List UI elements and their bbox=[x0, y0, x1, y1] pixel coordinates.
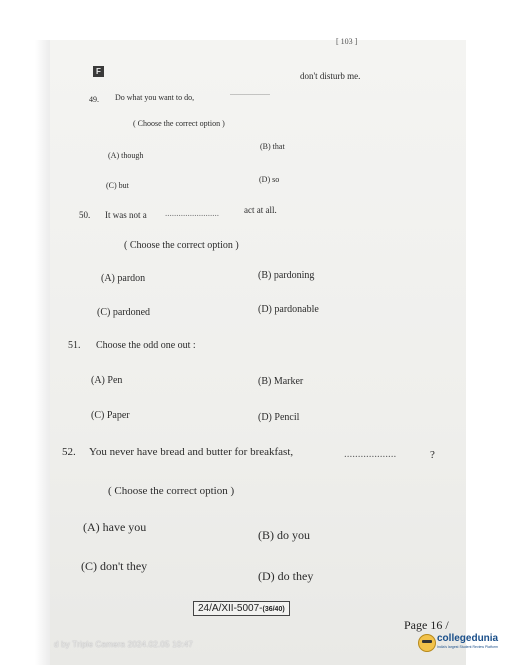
q49-number: 49. bbox=[89, 95, 99, 104]
page-shadow bbox=[0, 40, 50, 665]
q51-option-b: (B) Marker bbox=[258, 376, 304, 387]
q51-option-d: (D) Pencil bbox=[258, 412, 300, 423]
q52-number: 52. bbox=[62, 446, 76, 458]
q50-option-b: (B) pardoning bbox=[258, 270, 315, 281]
q51-stem: Choose the odd one out : bbox=[96, 340, 196, 351]
q49-stem: Do what you want to do, bbox=[115, 93, 195, 102]
brand-tagline: India's largest Student Review Platform bbox=[437, 645, 498, 649]
q50-stem: It was not a bbox=[105, 210, 147, 220]
page-number: Page 16 / bbox=[404, 618, 449, 632]
q52-option-b: (B) do you bbox=[258, 528, 310, 542]
q49-option-b: (B) that bbox=[260, 142, 285, 151]
camera-watermark: d by Triple Camera 2024.02.05 10:47 bbox=[54, 640, 194, 649]
q50-instruction: ( Choose the correct option ) bbox=[124, 240, 239, 251]
q49-blank: .................... bbox=[230, 88, 270, 97]
q52-option-c: (C) don't they bbox=[81, 559, 148, 573]
q50-option-d: (D) pardonable bbox=[258, 304, 319, 315]
q49-instruction: ( Choose the correct option ) bbox=[133, 119, 225, 128]
q50-option-a: (A) pardon bbox=[101, 273, 146, 284]
q52-blank: ................... bbox=[344, 448, 397, 460]
q50-tail: act at all. bbox=[244, 205, 277, 215]
paper-logo: F bbox=[93, 66, 104, 77]
q50-option-c: (C) pardoned bbox=[97, 307, 151, 318]
q52-option-d: (D) do they bbox=[258, 569, 314, 583]
q49-option-a: (A) though bbox=[108, 151, 144, 160]
q51-number: 51. bbox=[68, 340, 81, 351]
q52-option-a: (A) have you bbox=[83, 520, 147, 534]
q50-blank: ........................ bbox=[165, 208, 219, 218]
paper-code-main: 24/A/XII-5007- bbox=[198, 603, 263, 614]
q49-tail: don't disturb me. bbox=[300, 71, 361, 81]
brand-logo bbox=[418, 632, 506, 654]
q51-option-a: (A) Pen bbox=[91, 375, 123, 386]
q52-instruction: ( Choose the correct option ) bbox=[108, 485, 235, 497]
brand-mascot-icon bbox=[418, 634, 436, 652]
q52-tail: ? bbox=[430, 449, 435, 461]
q49-option-c: (C) but bbox=[106, 181, 129, 190]
q50-number: 50. bbox=[79, 210, 91, 220]
q51-option-c: (C) Paper bbox=[91, 410, 130, 421]
q49-option-d: (D) so bbox=[259, 175, 280, 184]
page-reference: [ 103 ] bbox=[336, 37, 358, 46]
q52-stem: You never have bread and butter for breakfast, bbox=[89, 446, 294, 458]
paper-code-sub: (36/40) bbox=[262, 606, 285, 613]
brand-name: collegedunia bbox=[437, 633, 499, 644]
paper-code bbox=[193, 601, 290, 616]
